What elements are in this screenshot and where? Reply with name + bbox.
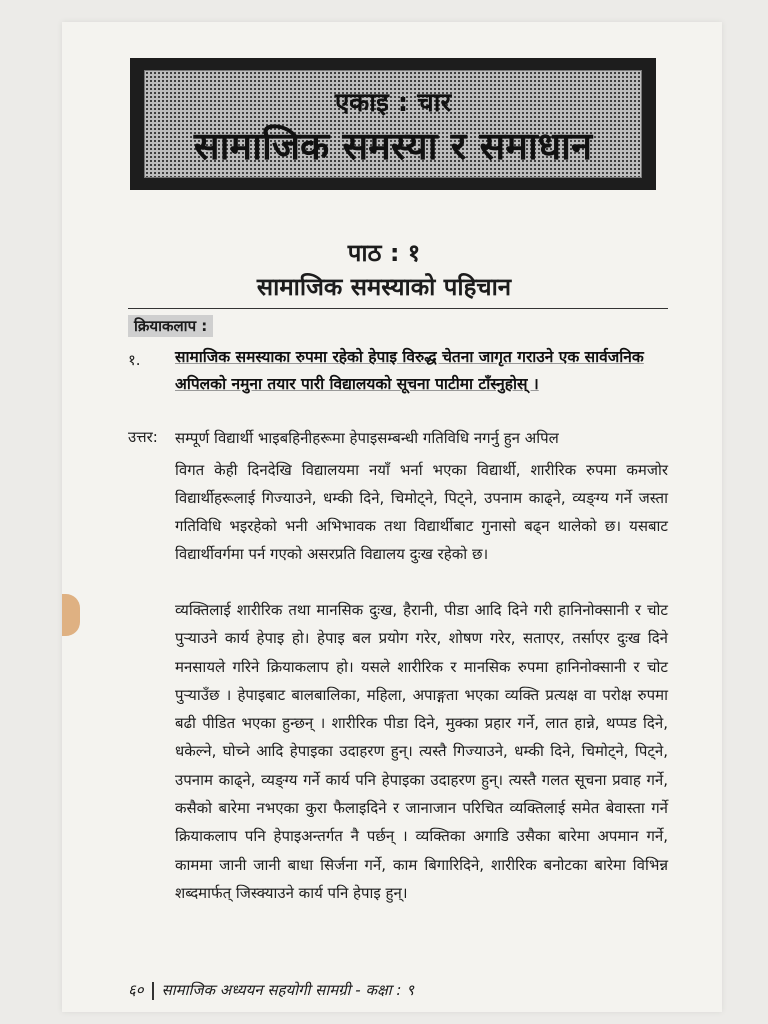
question-text: सामाजिक समस्याका रुपमा रहेको हेपाइ विरुद्ध चेतना जागृत गराउने एक सार्वजनिक अपिलको नमुना तयार पारी विद्यालयको सूचना पाटीमा टाँस्नुहोस् । — [175, 348, 644, 393]
lesson-title: सामाजिक समस्याको पहिचान — [256, 273, 512, 301]
activity-label: क्रियाकलाप : — [128, 315, 213, 337]
footer-separator — [152, 982, 154, 1000]
lesson-number: पाठ : १ — [347, 239, 421, 267]
book-title: सामाजिक अध्ययन सहयोगी सामग्री - कक्षा : ९ — [161, 981, 415, 999]
answer-paragraph-1: विगत केही दिनदेखि विद्यालयमा नयाँ भर्ना भएका विद्यार्थी, शारीरिक रुपमा कमजोर विद्यार्थीहरूलाई गिज्याउने, धम्की दिने, चिमोट्ने, पिट्ने, उपनाम काढ्ने, व्यङ्ग्य गर्ने जस्ता गतिविधि भइरहेको भनी अभिभावक तथा विद्यार्थीबाट गुनासो बढ्न थालेको छ। यसबाट विद्यार्थीवर्गमा पर्न गएको असरप्रति विद्यालय दुःख रहेको छ। — [175, 461, 668, 563]
answer-paragraph-2: व्यक्तिलाई शारीरिक तथा मानसिक दुःख, हैरानी, पीडा आदि दिने गरी हानिनोक्सानी र चोट पुऱ्याउने कार्य हेपाइ हो। हेपाइ बल प्रयोग गरेर, शोषण गरेर, सताएर, तर्साएर दुःख दिने मनसायले गरिने क्रियाकलाप हो। यसले शारीरिक र मानसिक रुपमा हानिनोक्सानी र चोट पुऱ्याउँछ । हेपाइबाट बालबालिका, महिला, अपाङ्गता भएका व्यक्ति प्रत्यक्ष वा परोक्ष रुपमा बढी पीडित भएका हुन्छन् । शारीरिक पीडा दिने, मुक्का प्रहार गर्ने, लात हान्ने, थप्पड दिने, धकेल्ने, घोच्ने आदि हेपाइका उदाहरण हुन्। त्यस्तै गिज्याउने, धम्की दिने, चिमोट्ने, पिट्ने, उपनाम काढ्ने, व्यङ्ग्य गर्ने कार्य पनि हेपाइका उदाहरण हुन्। त्यस्तै गलत सूचना प्रवाह गर्ने, कसैको बारेमा नभएका कुरा फैलाइदिने र जानाजान परिचित व्यक्तिलाई समेत बेवास्ता गर्ने क्रियाकलाप पनि हेपाइअन्तर्गत नै पर्छन् । व्यक्तिका अगाडि उसैका बारेमा अपमान गर्ने, काममा जानी जानी बाधा सिर्जना गर्ने, काम बिगारिदिने, शारीरिक बनोटका बारेमा विभिन्न शब्दमार्फत् जिस्क्याउने कार्य पनि हेपाइ हुन्। — [175, 601, 668, 902]
answer-label: उत्तर: — [128, 428, 158, 446]
chapter-banner — [130, 58, 656, 190]
page-number: ६० — [128, 981, 144, 999]
thumb-shadow — [62, 594, 80, 636]
question-number: १. — [128, 351, 141, 369]
banner-dotted-panel — [144, 70, 642, 178]
answer-intro: सम्पूर्ण विद्यार्थी भाइबहिनीहरूमा हेपाइसम्बन्धी गतिविधि नगर्नु हुन अपिल — [175, 429, 559, 447]
chapter-title: सामाजिक समस्या र समाधान — [193, 124, 593, 168]
unit-label: एकाइ : चार — [334, 88, 452, 118]
section-divider — [128, 308, 668, 309]
page-footer — [128, 980, 648, 1000]
